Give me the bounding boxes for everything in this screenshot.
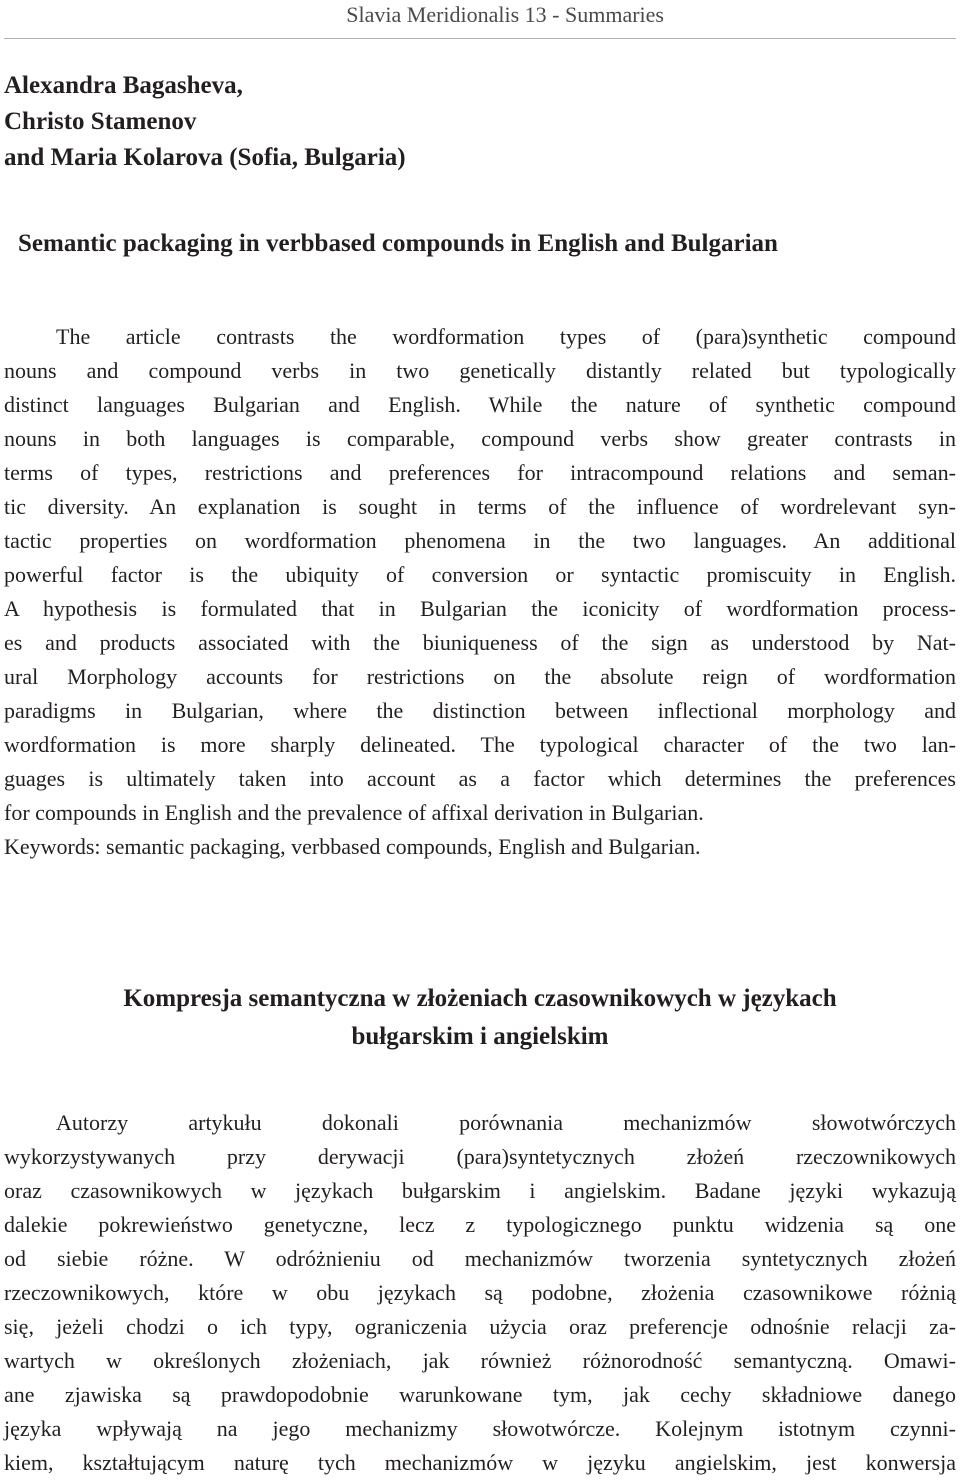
abstract-line: tic diversity. An explanation is sought in terms of the influence of wordrelevant syn- (4, 494, 956, 519)
abstract-line: The article contrasts the wordformation types of (para)synthetic compound (56, 324, 956, 349)
author-line: Alexandra Bagasheva, (4, 72, 243, 99)
english-abstract (4, 320, 956, 864)
header-rule (4, 38, 956, 39)
abstract-line: paradigms in Bulgarian, where the distinction between inflectional morphology and (4, 698, 956, 723)
abstract-line: guages is ultimately taken into account as a factor which determines the preferences (4, 766, 956, 791)
abstract-line: ane zjawiska są prawdopodobnie warunkowane tym, jak cechy składniowe danego (4, 1382, 956, 1407)
polish-title-line: Kompresja semantyczna w złożeniach czasownikowych w językach (123, 985, 837, 1012)
author-line: and Maria Kolarova (Sofia, Bulgaria) (4, 144, 406, 171)
abstract-line: nouns and compound verbs in two genetically distantly related but typologically (4, 358, 956, 383)
abstract-line: Autorzy artykułu dokonali porównania mechanizmów słowotwórczych (56, 1110, 956, 1135)
abstract-line: terms of types, restrictions and preferences for intracompound relations and seman- (4, 460, 956, 485)
author-block (4, 68, 406, 176)
abstract-line: tactic properties on wordformation phenomena in the two languages. An additional (4, 528, 956, 553)
abstract-line: es and products associated with the biuniqueness of the sign as understood by Nat- (4, 630, 956, 655)
abstract-line: ural Morphology accounts for restrictions on the absolute reign of wordformation (4, 664, 956, 689)
running-header: Slavia Meridionalis 13 - Summaries (346, 2, 664, 27)
abstract-line: dalekie pokrewieństwo genetyczne, lecz z typologicznego punktu widzenia są one (4, 1212, 956, 1237)
polish-title-line: bułgarskim i angielskim (351, 1023, 609, 1050)
abstract-line: distinct languages Bulgarian and English. While the nature of synthetic compound (4, 392, 956, 417)
polish-title (0, 980, 960, 1056)
author-line: Christo Stamenov (4, 108, 197, 135)
keywords-line: Keywords: semantic packaging, verbbased compounds, English and Bulgarian. (4, 834, 701, 859)
abstract-line: oraz czasownikowych w językach bułgarskim i angielskim. Badane języki wykazują (4, 1178, 956, 1203)
abstract-line: nouns in both languages is comparable, compound verbs show greater contrasts in (4, 426, 956, 451)
abstract-line: powerful factor is the ubiquity of conversion or syntactic promiscuity in English. (4, 562, 956, 587)
abstract-line: wykorzystywanych przy derywacji (para)syntetycznych złożeń rzeczownikowych (4, 1144, 956, 1169)
abstract-line: kiem, kształtującym naturę tych mechanizmów w języku angielskim, jest konwersja (4, 1450, 956, 1475)
polish-abstract (4, 1106, 956, 1480)
english-title: Semantic packaging in verbbased compounds in English and Bulgarian (18, 230, 778, 257)
abstract-line: języka wpływają na jego mechanizmy słowotwórcze. Kolejnym istotnym czynni- (4, 1416, 956, 1441)
abstract-line: od siebie różne. W odróżnieniu od mechanizmów tworzenia syntetycznych złożeń (4, 1246, 956, 1271)
abstract-line: A hypothesis is formulated that in Bulgarian the iconicity of wordformation process- (4, 596, 956, 621)
abstract-line: wartych w określonych złożeniach, jak również różnorodność semantyczną. Omawi- (4, 1348, 956, 1373)
abstract-line: for compounds in English and the prevalence of affixal derivation in Bulgarian. (4, 800, 704, 825)
abstract-line: się, jeżeli chodzi o ich typy, ograniczenia użycia oraz preferencje odnośnie relacji za- (4, 1314, 956, 1339)
abstract-line: wordformation is more sharply delineated. The typological character of the two lan- (4, 732, 956, 757)
abstract-line: rzeczownikowych, które w obu językach są podobne, złożenia czasownikowe różnią (4, 1280, 956, 1305)
